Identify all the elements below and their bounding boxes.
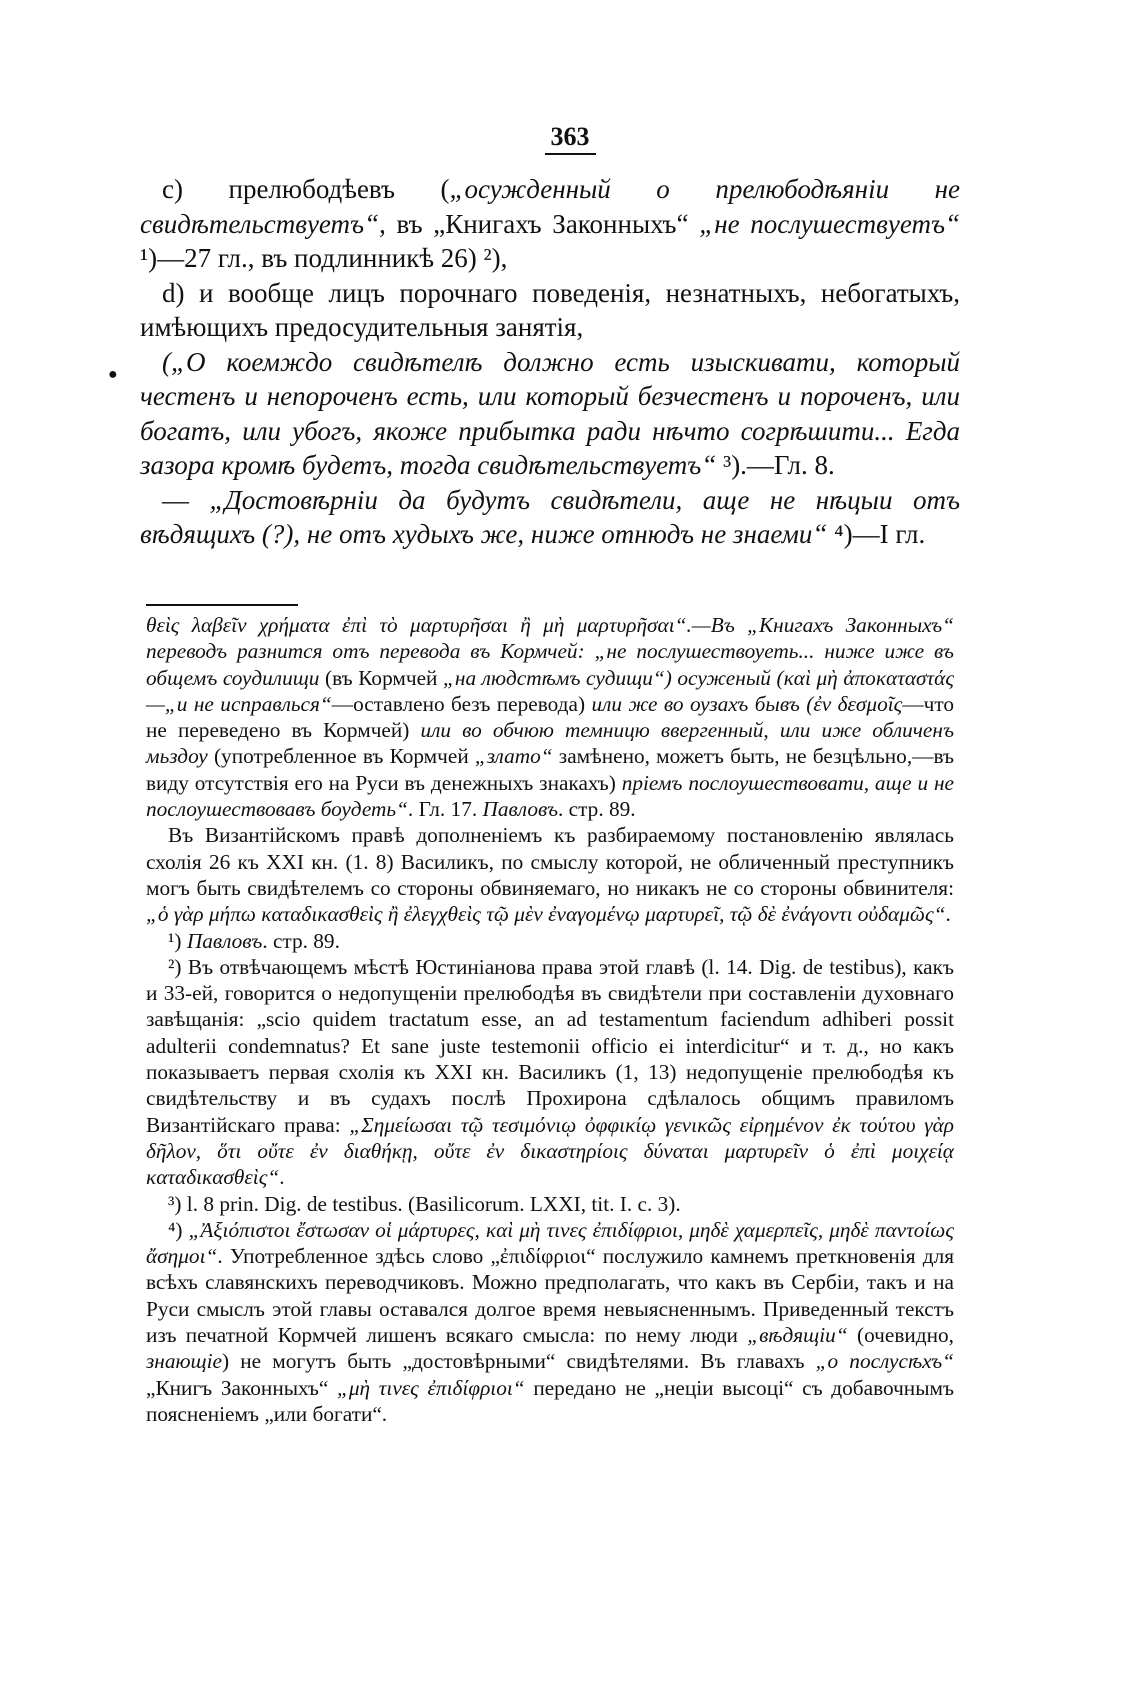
- footnote-1: ¹) Павловъ. стр. 89.: [168, 928, 340, 953]
- footnotes: [146, 612, 954, 1427]
- quotation-2: — „Достовѣрніи да будутъ свидѣтели, аще не нѣцыи отъ вѣдящихъ (?), не отъ худыхъ же, ниже отнюдъ не знаеми“ ⁴)—І гл.: [140, 484, 961, 549]
- footnote-byzantine: Въ Византійскомъ правѣ дополненіемъ къ разбираемому постановленію являлась схолія 26 къ XXI кн. (1. 8) Василикъ, по смыслу которой, не обличенный преступникъ могъ быть свидѣтелемъ со стороны обвиняемаго, но никакъ не со стороны обвинителя: „ὁ γὰρ μήπω καταδικασθεὶς ἢ ἐλεγχθεὶς τῷ μὲν ἐναγομένῳ μαρτυρεῖ, τῷ δὲ ἐνάγοντι οὐδαμῶς“.: [146, 823, 954, 927]
- footnote-2: ²) Въ отвѣчающемъ мѣстѣ Юстиніанова права этой главѣ (l. 14. Dig. de testibus), какъ и 33-ей, говорится о недопущеніи прелюбодѣя въ свидѣтели при составленіи духовнаго завѣщанія: „scio quidem tractatum esse, an ad testamentum faciendum adhiberi possit adulterii condemnatus? Et sane juste testemonii officio ei interdicitur“ и т. д., но какъ показываетъ первая схолія къ XXI кн. Василикъ (1, 13) недопущеніе прелюбодѣя къ свидѣтельству и въ судахъ послѣ Прохирона сдѣлалось общимъ правиломъ Византійскаго права: „Σημείωσαι τῷ τεσιμόνιῳ ὀφφικίῳ γενικῶς εἰρημένον ἐκ τούτου γὰρ δῆλον, ὅτι οὔτε ἐν διαθήκῃ, οὔτε ἐν δικαστηρίοις δύναται μαρτυρεῖν ὁ ἐπὶ μοιχείᾳ καταδικασθεὶς“.: [146, 954, 954, 1190]
- paragraph-d: d) и вообще лицъ порочнаго поведенія, незнатныхъ, небогатыхъ, имѣющихъ предосудительныя занятія,: [140, 277, 960, 342]
- margin-bullet: ●: [108, 366, 118, 383]
- page-number: 363: [0, 122, 1140, 152]
- footnote-4: ⁴) „Ἀξιόπιστοι ἔστωσαν οἱ μάρτυρες, καὶ μὴ τινες ἐπιδίφριοι, μηδὲ χαμερπεῖς, μηδὲ παντοίως ἄσημοι“. Употребленное здѣсь слово „ἐπιδίφριοι“ послужило камнемъ преткновенія для всѣхъ славянскихъ переводчиковъ. Можно предполагать, что какъ въ Сербіи, такъ и на Руси смыслъ этой главы оставался долгое время невыясненнымъ. Приведенный текстъ изъ печатной Кормчей лишенъ всякаго смысла: по нему люди „вѣдящіи“ (очевидно, знающіе) не могутъ быть „достовѣрными“ свидѣтелями. Въ главахъ „о послусѣхъ“ „Книгъ Законныхъ“ „μὴ τινες ἐπιδίφριοι“ передано не „нецiи высоцi“ съ добавочнымъ поясненіемъ „или богати“.: [146, 1217, 954, 1426]
- quotation-1: („О коемждо свидѣтелѣ должно есть изыскивати, который честенъ и непороченъ есть, или который безчестенъ и пороченъ, или богатъ, или убогъ, якоже прибытка ради нѣчто согрѣшити... Егда зазора кромѣ будетъ, тогда свидѣтельствуетъ“ ³).—Гл. 8.: [140, 346, 960, 480]
- main-text: [140, 172, 960, 552]
- footnote-rule: [146, 604, 298, 606]
- footnote-3: ³) l. 8 prin. Dig. de testibus. (Basilicorum. LXXI, tit. I. c. 3).: [168, 1191, 681, 1216]
- paragraph-c: с) прелюбодѣевъ („осужденный о прелюбодѣяніи не свидѣтельствуетъ“, въ „Книгахъ Законныхъ“ „не послушествуетъ“ ¹)—27 гл., въ подлинникѣ 26) ²),: [140, 174, 960, 273]
- footnote-continued: θεὶς λαβεῖν χρήματα ἐπὶ τὸ μαρτυρῆσαι ἢ μὴ μαρτυρῆσαι“.—Въ „Книгахъ Законныхъ“ переводъ разнится отъ перевода въ Кормчей: „не послушествоуеть... ниже иже въ общемъ соудилищи (въ Кормчей „на людстѣмъ судищи“) осуженый (καὶ μὴ ἀποκαταστάς—„и не исправлься“—оставлено безъ перевода) или же во оузахъ бывъ (ἐν δεσμοῖς—что не переведено въ Кормчей) или во обчюю темницю ввергенный, или иже обличенъ мьздоу (употребленное въ Кормчей „злато“ замѣнено, можетъ быть, не безцѣльно,—въ виду отсутствія его на Руси въ денежныхъ знакахъ) пріемъ послоушествовати, аще и не послоушествовавъ боудеть“. Гл. 17. Павловъ. стр. 89.: [146, 613, 955, 822]
